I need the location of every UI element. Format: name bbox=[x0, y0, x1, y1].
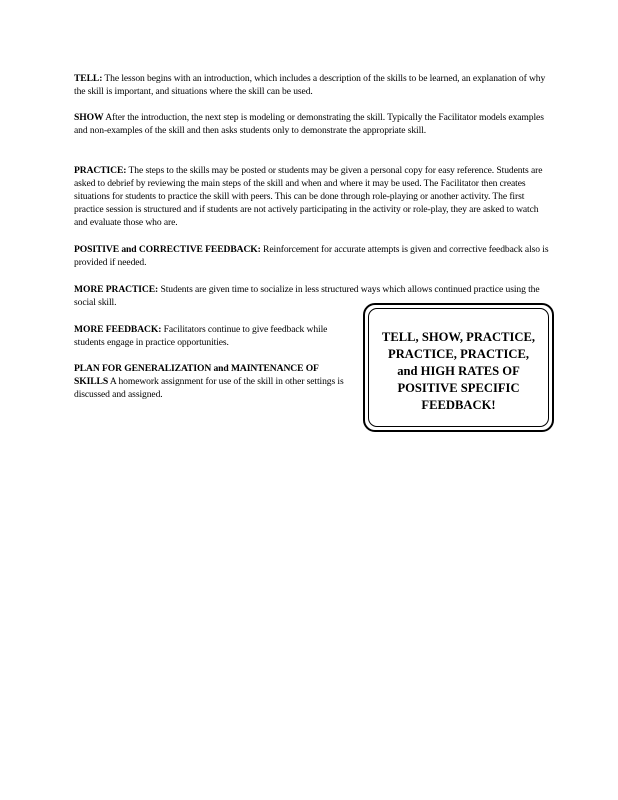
callout-box bbox=[363, 303, 554, 432]
section-heading: MORE FEEDBACK: bbox=[74, 324, 162, 335]
section-tell bbox=[74, 72, 554, 98]
section-feedback bbox=[74, 243, 554, 269]
section-text: Facilitators continue to give feedback while students engage in practice opportunities. bbox=[74, 324, 328, 348]
callout-text: TELL, SHOW, PRACTICE, PRACTICE, PRACTICE, and HIGH RATES OF POSITIVE SPECIFIC FEEDBACK! bbox=[381, 330, 536, 412]
section-text: Students are given time to socialize in less structured ways which allows continued practice using the social skill. bbox=[74, 284, 540, 308]
section-text: The lesson begins with an introduction, which includes a description of the skills to be learned, an explanation of why the skill is important, and situations where the skill can be used. bbox=[74, 73, 546, 97]
section-heading: MORE PRACTICE: bbox=[74, 284, 159, 295]
section-heading: TELL: bbox=[74, 73, 103, 84]
section-text: A homework assignment for use of the skill in other settings is discussed and assigned. bbox=[74, 376, 344, 400]
section-practice bbox=[74, 164, 554, 229]
section-heading: POSITIVE and CORRECTIVE FEEDBACK: bbox=[74, 244, 261, 255]
section-heading: PLAN FOR GENERALIZATION and MAINTENANCE OF SKILLS bbox=[74, 363, 319, 387]
section-text: After the introduction, the next step is modeling or demonstrating the skill. Typically the Facilitator models examples and non-examples of the skill and then asks students only to demonstrate the appropriate skill. bbox=[74, 112, 544, 136]
section-show bbox=[74, 111, 554, 137]
section-heading: PRACTICE: bbox=[74, 165, 127, 176]
section-generalization bbox=[74, 362, 350, 401]
section-heading: SHOW bbox=[74, 112, 104, 123]
section-text: The steps to the skills may be posted or students may be given a personal copy for easy reference. Students are asked to debrief by reviewing the main steps of the skill and when and where it may be used. The Facilitator then creates situations for students to practice the skill with peers. This can be done through role-playing or another activity. The first practice session is structured and if students are not actively participating in the activity or role-play, they are asked to watch and evaluate those who are. bbox=[74, 165, 543, 228]
section-text: Reinforcement for accurate attempts is given and corrective feedback also is provided if needed. bbox=[74, 244, 549, 268]
section-more-feedback bbox=[74, 323, 346, 349]
